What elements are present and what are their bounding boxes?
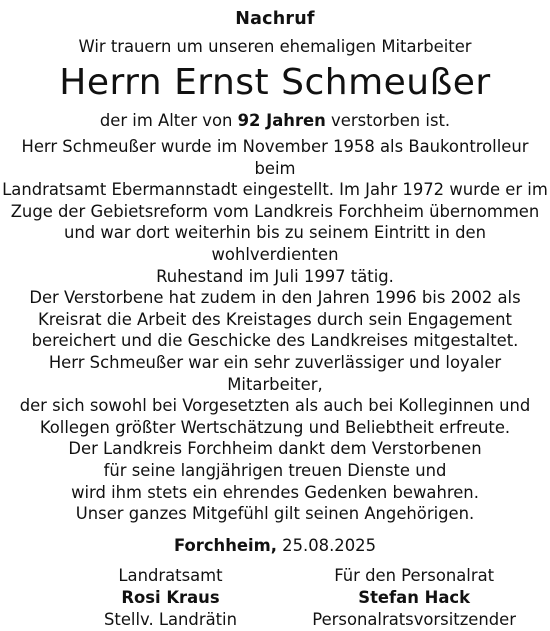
age-prefix: der im Alter von [99, 111, 233, 130]
character-paragraph: Herr Schmeußer war ein sehr zuverlässiger und loyaler Mitarbeiter, der sich sowohl bei Vorgesetzten als auch bei Kolleginnen und Kollegen größter Wertschätzung und Beliebtheit erfreute. [19, 352, 531, 437]
signature-right [312, 565, 516, 631]
date: 25.08.2025 [282, 536, 377, 556]
age-line [0, 110, 550, 132]
deceased-name: Herrn Ernst Schmeußer [59, 62, 491, 103]
signature-block [0, 565, 550, 631]
thanks-paragraph: Der Landkreis Forchheim dankt dem Verstorbenen für seine langjährigen treuen Dienste und wird ihm stets ein ehrendes Gedenken bewahren. [68, 439, 482, 502]
council-paragraph: Der Verstorbene hat zudem in den Jahren 1996 bis 2002 als Kreisrat die Arbeit des Kreistages durch sein Engagement bereichert und die Geschicke des Landkreises mitgestaltet. [29, 288, 521, 351]
signature-left-role: Stellv. Landrätin [104, 610, 237, 630]
notice-heading: Nachruf [235, 9, 315, 29]
condolence-line: Unser ganzes Mitgefühl gilt seinen Angehörigen. [75, 504, 475, 524]
place: Forchheim, [173, 536, 277, 556]
career-paragraph: Herr Schmeußer wurde im November 1958 als Baukontrolleur beim Landratsamt Ebermannstadt eingestellt. Im Jahr 1972 wurde er im Zuge der Gebietsreform vom Landkreis Forchheim übernommen und war dort weiterhin bis zu seinem Eintritt in den wohlverdienten Ruhestand im Juli 1997 tätig. [2, 137, 548, 286]
signature-right-name: Stefan Hack [358, 588, 470, 608]
age-value: 92 Jahren [237, 111, 326, 130]
age-suffix: verstorben ist. [331, 111, 451, 130]
place-date-line [0, 535, 550, 557]
signature-right-role: Personalratsvorsitzender [312, 610, 516, 630]
signature-left [104, 565, 237, 631]
signature-left-name: Rosi Kraus [121, 588, 220, 608]
signature-right-org: Für den Personalrat [334, 566, 495, 586]
intro-line: Wir trauern um unseren ehemaligen Mitarbeiter [78, 37, 472, 56]
signature-left-org: Landratsamt [118, 566, 223, 586]
